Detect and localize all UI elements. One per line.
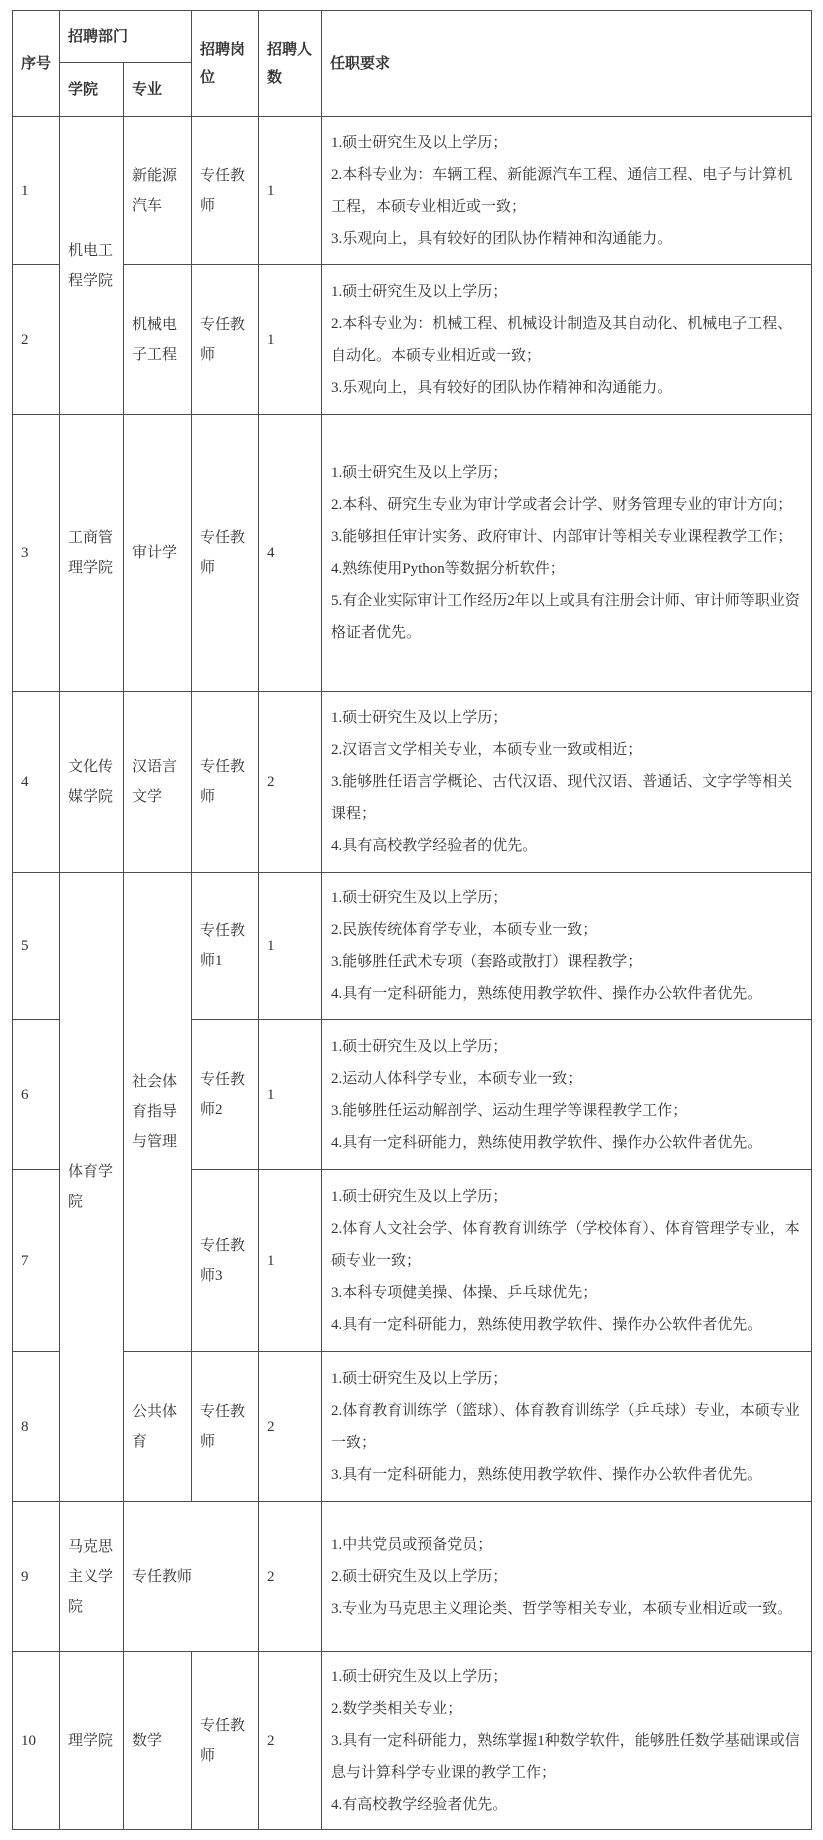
requirement-line: 1.硕士研究生及以上学历； (331, 1038, 508, 1055)
position-cell: 专任教师 (124, 1502, 259, 1652)
requirement-line: 3.能够胜任运动解剖学、运动生理学等课程教学工作； (331, 1102, 688, 1119)
requirement-line: 3.本科专项健美操、体操、乒乓球优先； (331, 1284, 598, 1301)
college-cell: 工商管理学院 (60, 415, 124, 692)
requirement-line: 1.硕士研究生及以上学历； (331, 1668, 508, 1685)
count-cell: 4 (259, 415, 322, 692)
college-cell: 体育学院 (60, 873, 124, 1502)
table-row (13, 1652, 812, 1830)
table-row (13, 692, 812, 873)
requirement-line: 2.数学类相关专业； (331, 1700, 463, 1717)
college-cell: 机电工程学院 (60, 117, 124, 415)
seq-cell: 7 (13, 1170, 60, 1352)
requirement-line: 1.硕士研究生及以上学历； (331, 710, 508, 726)
header-major: 专业 (124, 63, 192, 117)
requirement-line: 1.硕士研究生及以上学历； (331, 1188, 508, 1205)
recruitment-table (12, 10, 812, 1830)
position-cell: 专任教师 (192, 265, 259, 415)
requirements-cell (322, 692, 812, 873)
header-requirements: 任职要求 (322, 11, 812, 117)
position-cell: 专任教师1 (192, 873, 259, 1020)
college-cell: 马克思主义学院 (60, 1502, 124, 1652)
requirement-line: 2.汉语言文学相关专业，本硕专业一致或相近； (331, 742, 643, 758)
requirement-line: 1.硕士研究生及以上学历； (331, 890, 508, 906)
requirement-line: 3.乐观向上，具有较好的团队协作精神和沟通能力。 (331, 379, 673, 396)
count-cell: 1 (259, 265, 322, 415)
requirement-line: 3.专业为马克思主义理论类、哲学等相关专业，本硕专业相近或一致。 (331, 1600, 793, 1617)
requirement-line: 3.乐观向上，具有较好的团队协作精神和沟通能力。 (331, 230, 673, 247)
position-cell: 专任教师3 (192, 1170, 259, 1352)
requirement-line: 2.体育教育训练学（篮球）、体育教育训练学（乒乓球）专业，本硕专业一致； (331, 1402, 800, 1451)
requirement-line: 4.有高校教学经验者优先。 (331, 1796, 508, 1813)
count-cell: 1 (259, 873, 322, 1020)
count-cell: 2 (259, 1652, 322, 1830)
header-dept: 招聘部门 (60, 11, 192, 63)
requirement-line: 2.本科、研究生专业为审计学或者会计学、财务管理专业的审计方向； (331, 497, 793, 513)
requirement-line: 1.硕士研究生及以上学历； (331, 283, 508, 300)
table-row (13, 1502, 812, 1652)
count-cell: 1 (259, 1170, 322, 1352)
requirement-line: 1.中共党员或预备党员； (331, 1536, 493, 1553)
major-cell: 社会体育指导与管理 (124, 873, 192, 1352)
major-cell: 汉语言文学 (124, 692, 192, 873)
requirement-line: 3.能够胜任语言学概论、古代汉语、现代汉语、普通话、文字学等相关课程； (331, 774, 793, 822)
requirements-cell (322, 1170, 812, 1352)
requirement-line: 3.能够担任审计实务、政府审计、内部审计等相关专业课程教学工作； (331, 529, 793, 545)
requirement-line: 4.具有一定科研能力，熟练使用教学软件、操作办公软件者优先。 (331, 1134, 763, 1151)
major-cell: 新能源汽车 (124, 117, 192, 265)
requirement-line: 2.体育人文社会学、体育教育训练学（学校体育）、体育管理学专业，本硕专业一致； (331, 1220, 800, 1269)
seq-cell: 8 (13, 1352, 60, 1502)
requirements-cell (322, 265, 812, 415)
count-cell: 1 (259, 117, 322, 265)
header-position: 招聘岗位 (192, 11, 259, 117)
requirements-cell (322, 1020, 812, 1170)
requirement-line: 2.硕士研究生及以上学历； (331, 1568, 508, 1585)
requirements-cell (322, 1652, 812, 1830)
table-row (13, 1352, 812, 1502)
header-college: 学院 (60, 63, 124, 117)
position-cell: 专任教师 (192, 415, 259, 692)
position-cell: 专任教师 (192, 1352, 259, 1502)
requirement-line: 2.本科专业为：机械工程、机械设计制造及其自动化、机械电子工程、自动化。本硕专业相近或一致； (331, 315, 793, 364)
table-row (13, 265, 812, 415)
requirement-line: 4.熟练使用Python等数据分析软件； (331, 561, 565, 577)
requirement-line: 3.具有一定科研能力，熟练使用教学软件、操作办公软件者优先。 (331, 1466, 763, 1483)
requirement-line: 1.硕士研究生及以上学历； (331, 465, 508, 481)
requirement-line: 2.民族传统体育学专业，本硕专业一致； (331, 922, 598, 938)
major-cell: 数学 (124, 1652, 192, 1830)
count-cell: 2 (259, 692, 322, 873)
requirement-line: 3.能够胜任武术专项（套路或散打）课程教学； (331, 954, 643, 970)
requirement-line: 4.具有高校教学经验者的优先。 (331, 838, 538, 854)
college-cell: 文化传媒学院 (60, 692, 124, 873)
requirement-line: 2.运动人体科学专业，本硕专业一致； (331, 1070, 583, 1087)
requirement-line: 1.硕士研究生及以上学历； (331, 134, 508, 151)
seq-cell: 4 (13, 692, 60, 873)
table-row (13, 117, 812, 265)
position-cell: 专任教师 (192, 692, 259, 873)
requirements-cell (322, 1352, 812, 1502)
seq-cell: 6 (13, 1020, 60, 1170)
requirement-line: 2.本科专业为：车辆工程、新能源汽车工程、通信工程、电子与计算机工程，本硕专业相近或一致； (331, 166, 793, 215)
position-cell: 专任教师2 (192, 1020, 259, 1170)
position-cell: 专任教师 (192, 117, 259, 265)
count-cell: 1 (259, 1020, 322, 1170)
requirement-line: 4.具有一定科研能力，熟练使用教学软件、操作办公软件者优先。 (331, 986, 763, 1002)
requirements-cell (322, 415, 812, 692)
header-count: 招聘人数 (259, 11, 322, 117)
seq-cell: 10 (13, 1652, 60, 1830)
requirement-line: 1.硕士研究生及以上学历； (331, 1370, 508, 1387)
seq-cell: 1 (13, 117, 60, 265)
requirement-line: 3.具有一定科研能力，熟练掌握1种数学软件，能够胜任数学基础课或信息与计算科学专业课的教学工作； (331, 1732, 800, 1781)
requirements-cell (322, 1502, 812, 1652)
requirements-cell (322, 117, 812, 265)
seq-cell: 2 (13, 265, 60, 415)
seq-cell: 9 (13, 1502, 60, 1652)
header-seq: 序号 (13, 11, 60, 117)
college-cell: 理学院 (60, 1652, 124, 1830)
seq-cell: 5 (13, 873, 60, 1020)
requirements-cell (322, 873, 812, 1020)
seq-cell: 3 (13, 415, 60, 692)
count-cell: 2 (259, 1502, 322, 1652)
table-row (13, 873, 812, 1020)
table-row (13, 415, 812, 692)
count-cell: 2 (259, 1352, 322, 1502)
major-cell: 公共体育 (124, 1352, 192, 1502)
requirement-line: 5.有企业实际审计工作经历2年以上或具有注册会计师、审计师等职业资格证者优先。 (331, 593, 800, 641)
major-cell: 机械电子工程 (124, 265, 192, 415)
major-cell: 审计学 (124, 415, 192, 692)
requirement-line: 4.具有一定科研能力，熟练使用教学软件、操作办公软件者优先。 (331, 1316, 763, 1333)
header-row-1 (13, 11, 812, 63)
position-cell: 专任教师 (192, 1652, 259, 1830)
